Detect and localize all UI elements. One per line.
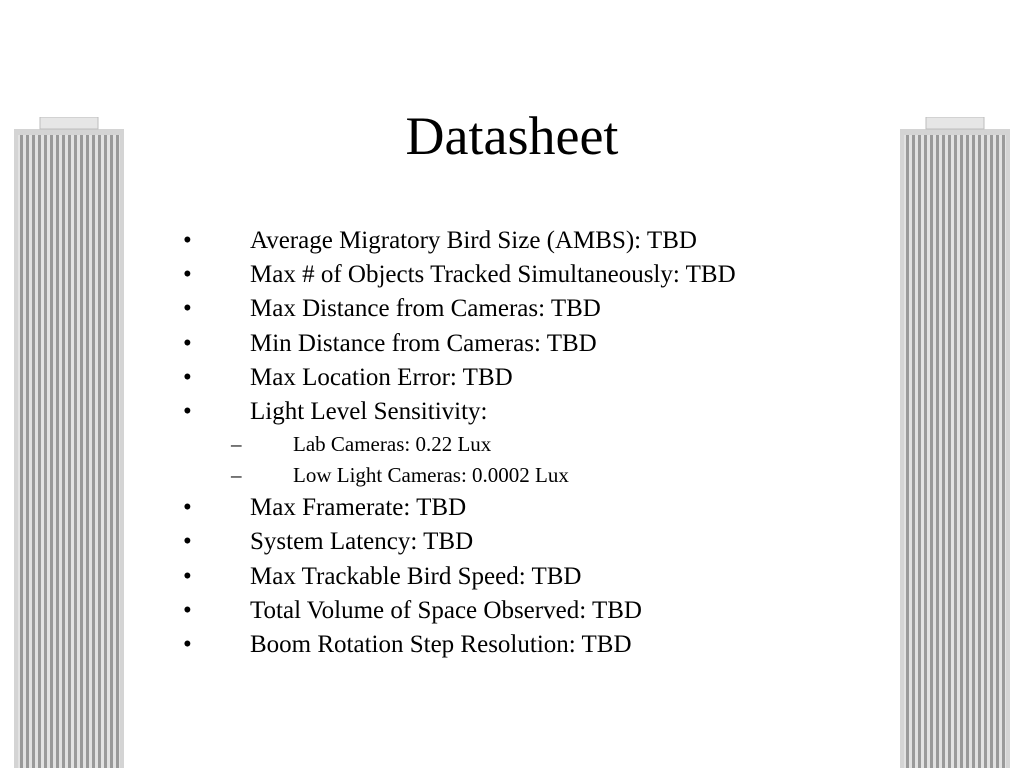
bullet-marker: • bbox=[183, 397, 192, 425]
sub-bullet-text: Low Light Cameras: 0.0002 Lux bbox=[293, 463, 569, 488]
list-item bbox=[183, 224, 883, 258]
bullet-text: Max # of Objects Tracked Simultaneously: TBD bbox=[250, 261, 736, 289]
bullet-text: Max Framerate: TBD bbox=[250, 494, 467, 522]
slide-title: Datasheet bbox=[405, 106, 619, 166]
sub-bullet-marker: – bbox=[231, 463, 242, 488]
bullet-text: Max Distance from Cameras: TBD bbox=[250, 295, 601, 323]
bullet-text: System Latency: TBD bbox=[250, 528, 474, 556]
bullet-marker: • bbox=[183, 528, 192, 556]
bullet-marker: • bbox=[183, 261, 192, 289]
bullet-text: Light Level Sensitivity: bbox=[250, 397, 488, 425]
bullet-marker: • bbox=[183, 329, 192, 357]
sub-bullet-marker: – bbox=[231, 432, 242, 457]
sub-list-item bbox=[183, 429, 883, 460]
sub-bullet-text: Lab Cameras: 0.22 Lux bbox=[293, 432, 492, 457]
bullet-marker: • bbox=[183, 630, 192, 658]
bullet-text: Total Volume of Space Observed: TBD bbox=[250, 596, 642, 624]
list-item bbox=[183, 258, 883, 292]
list-item bbox=[183, 525, 883, 559]
bullet-list bbox=[183, 224, 883, 662]
list-item bbox=[183, 560, 883, 594]
bullet-text: Average Migratory Bird Size (AMBS): TBD bbox=[250, 227, 697, 254]
bullet-marker: • bbox=[183, 562, 192, 590]
building-tower-graphic-left bbox=[14, 117, 124, 768]
bullet-text: Max Location Error: TBD bbox=[250, 363, 513, 391]
bullet-marker: • bbox=[183, 295, 192, 323]
bullet-marker: • bbox=[183, 363, 192, 391]
building-tower-icon bbox=[14, 117, 124, 768]
bullet-marker: • bbox=[183, 227, 192, 254]
list-item bbox=[183, 395, 883, 429]
bullet-text: Boom Rotation Step Resolution: TBD bbox=[250, 630, 632, 658]
bullet-text: Max Trackable Bird Speed: TBD bbox=[250, 562, 582, 590]
building-tower-icon bbox=[900, 117, 1010, 768]
list-item bbox=[183, 491, 883, 525]
bullet-marker: • bbox=[183, 596, 192, 624]
building-tower-graphic-right bbox=[900, 117, 1010, 768]
list-item bbox=[183, 327, 883, 361]
list-item bbox=[183, 361, 883, 395]
list-item bbox=[183, 594, 883, 628]
list-item bbox=[183, 292, 883, 326]
sub-list-item bbox=[183, 460, 883, 491]
list-item bbox=[183, 628, 883, 662]
bullet-text: Min Distance from Cameras: TBD bbox=[250, 329, 597, 357]
bullet-marker: • bbox=[183, 494, 192, 522]
